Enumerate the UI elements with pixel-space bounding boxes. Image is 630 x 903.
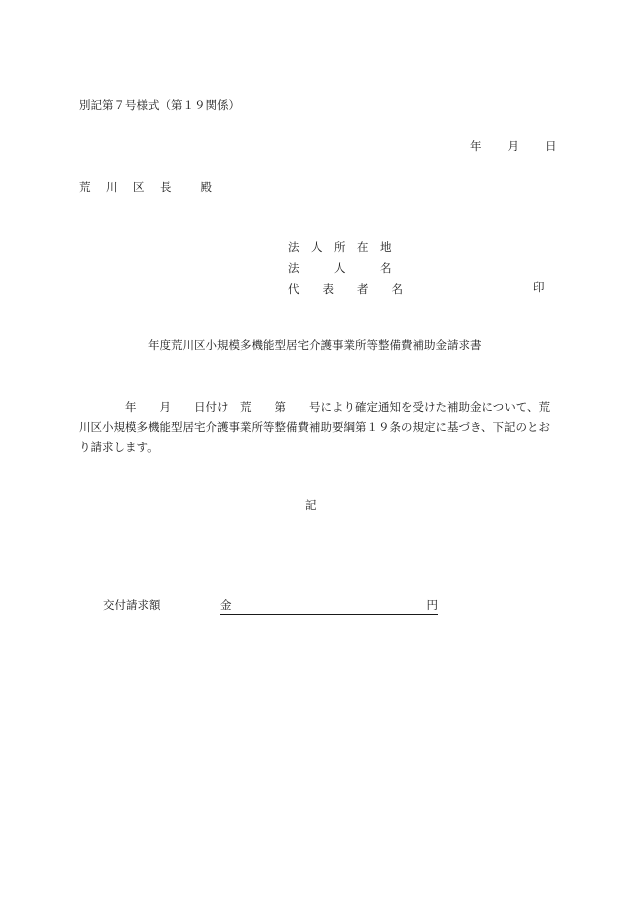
body-line: り請求します。 <box>79 440 159 454</box>
seal-mark: 印 <box>533 280 545 294</box>
body-text <box>79 397 571 457</box>
date-year: 年 <box>470 139 482 153</box>
applicant-block <box>288 237 403 300</box>
date-day: 日 <box>545 139 557 153</box>
claim-label: 交付請求額 <box>103 598 161 612</box>
body-line: 川区小規模多機能型居宅介護事業所等整備費補助要綱第１９条の規定に基づき、下記のとお <box>79 420 551 434</box>
representative-label: 代 表 者 名 <box>288 282 403 296</box>
date-month: 月 <box>507 139 519 153</box>
corp-name-label: 法 人 名 <box>288 261 392 275</box>
form-label: 別記第７号様式（第１９関係） <box>79 98 240 112</box>
ki-heading: 記 <box>305 498 317 512</box>
date-line <box>470 138 557 154</box>
document-title: 年度荒川区小規模多機能型居宅介護事業所等整備費補助金請求書 <box>148 338 482 352</box>
claim-suffix: 円 <box>426 598 438 612</box>
claim-prefix: 金 <box>220 598 232 612</box>
address-label: 法 人 所 在 地 <box>288 240 392 254</box>
claim-amount-field[interactable] <box>220 597 438 615</box>
addressee: 荒 川 区 長 殿 <box>79 180 214 194</box>
body-line: 年 月 日付け 荒 第 号により確定通知を受けた補助金について、荒 <box>79 400 551 414</box>
